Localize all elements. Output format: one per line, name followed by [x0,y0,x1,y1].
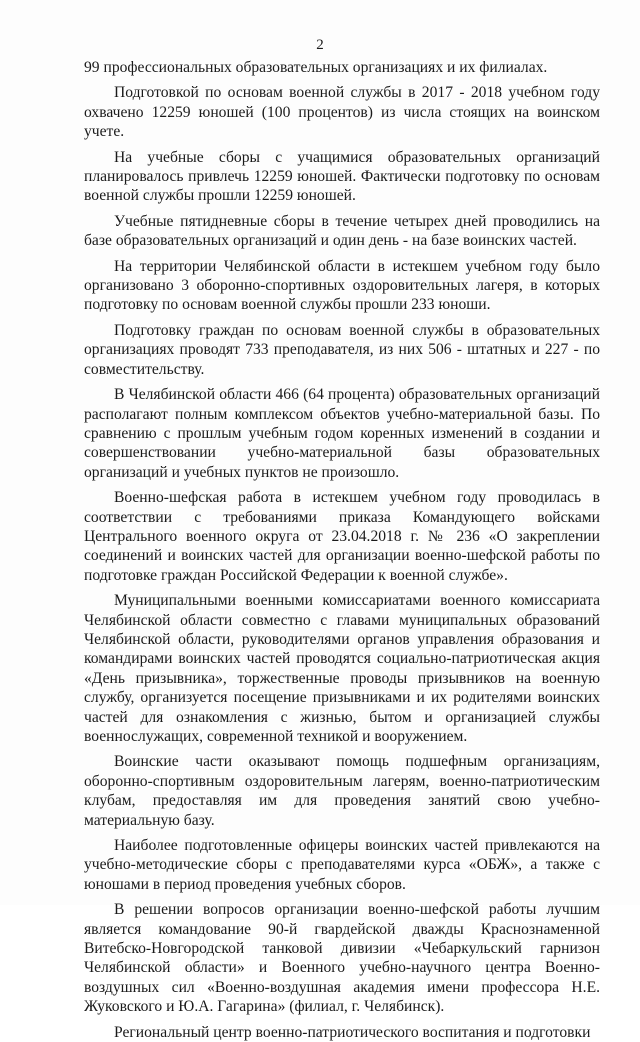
paragraph: Учебные пятидневные сборы в течение четырех дней проводились на базе образовательных организаций и один день - на базе воинских частей. [84,212,600,250]
paragraph: На территории Челябинской области в истекшем учебном году было организовано 3 оборонно-спортивных оздоровительных лагеря, в которых подготовку по основам военной службы прошли 233 юноши. [84,257,600,314]
paragraph: Муниципальными военными комиссариатами военного комиссариата Челябинской области совместно с главами муниципальных образований Челябинской области, руководителями органов управления образования и командирами воинских частей проводятся социально-патриотическая акция «День призывника», торжественные проводы призывников на военную службу, организуется посещение призывниками и их родителями воинских частей для ознакомления с жизнью, бытом и организацией службы военнослужащих, современной техникой и вооружением. [84,592,600,745]
paragraph: Воинские части оказывают помощь подшефным организациям, оборонно-спортивным оздоровительным лагерям, военно-патриотическим клубам, предоставляя им для проведения занятий свою учебно-материальную базу. [84,753,600,829]
page-number: 2 [316,37,324,53]
paragraph: Наиболее подготовленные офицеры воинских частей привлекаются на учебно-методические сборы с преподавателями курса «ОБЖ», а также с юношами в период проведения учебных сборов. [84,837,600,893]
paragraph: В решении вопросов организации военно-шефской работы лучшим является командование 90-й гвардейской дважды Краснознаменной Витебско-Новгородской танковой дивизии «Чебаркульский гарнизон Челябинской области» и Военного учебно-научного центра Военно-воздушных сил «Военно-воздушная академия имени профессора Н.Е. Жуковского и Ю.А. Гагарина» (филиал, г. Челябинск). [84,901,600,1016]
paragraph: 99 профессиональных образовательных организациях и их филиалах. [84,59,548,76]
document-body [84,58,600,1042]
paragraph: На учебные сборы с учащимися образовательных организаций планировалось привлечь 12259 юношей. Фактически подготовку по основам военной службы прошли 12259 юношей. [84,148,600,205]
paragraph: Подготовкой по основам военной службы в 2017 - 2018 учебном году охвачено 12259 юношей (100 процентов) из числа стоящих на воинском учете. [84,84,600,141]
paragraph: Подготовку граждан по основам военной службы в образовательных организациях проводят 733 преподавателя, из них 506 - штатных и 227 - по совместительству. [84,321,600,378]
paragraph: Региональный центр военно-патриотического воспитания и подготовки [114,1023,591,1041]
paragraph: Военно-шефская работа в истекшем учебном году проводилась в соответствии с требованиями приказа Командующего войсками Центрального военного округа от 23.04.2018 г. № 236 «О закреплении соединений и воинских частей для организации военно-шефской работы по подготовке граждан Российской Федерации к военной службе». [84,489,600,584]
paragraph: В Челябинской области 466 (64 процента) образовательных организаций располагают полным комплексом объектов учебно-материальной базы. По сравнению с прошлым учебным годом коренных изменений в создании и совершенствовании учебно-материальной базы образовательных организаций и учебных пунктов не произошло. [84,386,600,481]
